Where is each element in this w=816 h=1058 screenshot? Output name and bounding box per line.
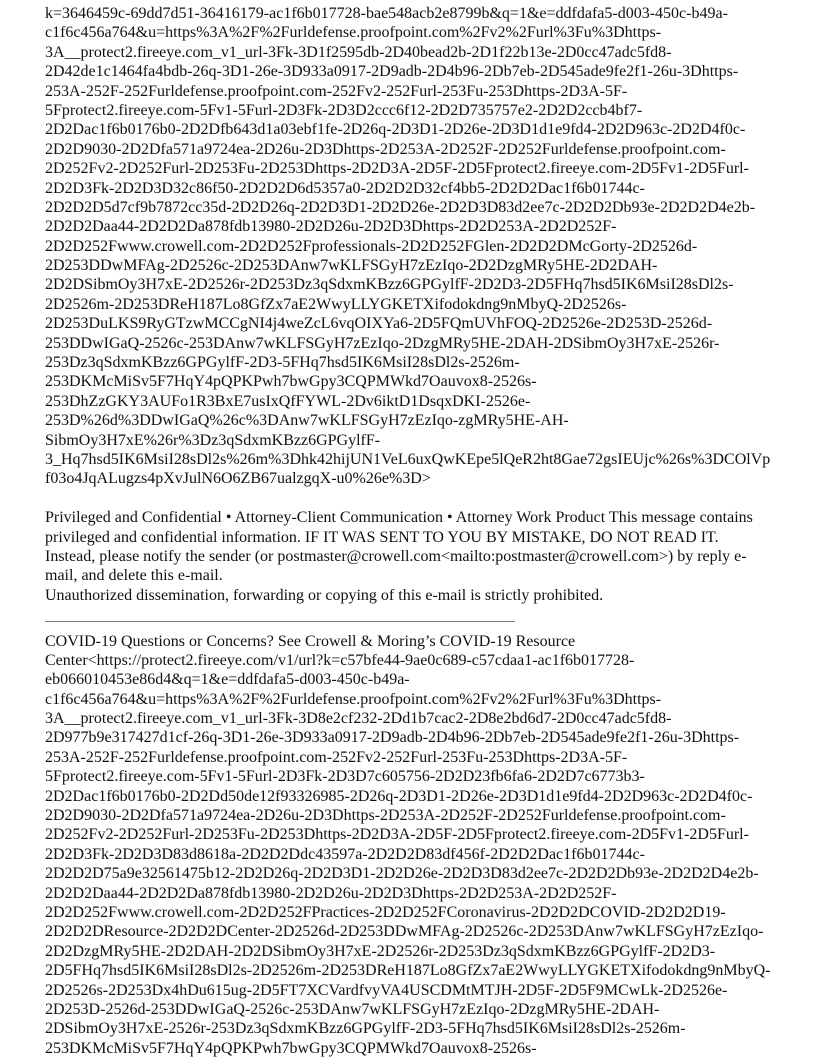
text-line: c1f6c456a764&u=https%3A%2F%2Furldefense.proofpoint.com%2Fv2%2Furl%3Fu%3Dhttps- xyxy=(45,23,805,42)
text-line: 2D2D2Daa44-2D2D2Da878fdb13980-2D2D26u-2D2D3Dhttps-2D2D253A-2D2D252F- xyxy=(45,217,805,236)
text-line: COVID-19 Questions or Concerns? See Crowell & Moring’s COVID-19 Resource xyxy=(45,632,805,651)
text-line: 2D2D3Fk-2D2D3D83d8618a-2D2D2Ddc43597a-2D2D2D83df456f-2D2D2Dac1f6b01744c- xyxy=(45,845,805,864)
disclaimer-line: Instead, please notify the sender (or postmaster@crowell.com<mailto:postmaster@crowell.com>) by reply e- xyxy=(45,547,805,566)
text-line: 3A__protect2.fireeye.com_v1_url-3Fk-3D8e2cf232-2Dd1b7cac2-2D8e2bd6d7-2D0cc47adc5fd8- xyxy=(45,709,805,728)
disclaimer-line: mail, and delete this e-mail. xyxy=(45,566,805,585)
text-line: f03o4JqALugzs4pXvJulN6O6ZB67ualzgqX-u0%26e%3D> xyxy=(45,469,805,488)
text-line: 2D2DSibmOy3H7xE-2D2526r-2D253Dz3qSdxmKBzz6GPGylfF-2D2D3-2D5FHq7hsd5IK6MsiI28sDl2s- xyxy=(45,275,805,294)
text-line: 3A__protect2.fireeye.com_v1_url-3Fk-3D1f2595db-2D40bead2b-2D1f22b13e-2D0cc47adc5fd8- xyxy=(45,43,805,62)
text-line: 5Fprotect2.fireeye.com-5Fv1-5Furl-2D3Fk-2D3D7c605756-2D2D23fb6fa6-2D2D7c6773b3- xyxy=(45,767,805,786)
text-line: 2D2D2D75a9e32561475b12-2D2D26q-2D2D3D1-2D2D26e-2D2D3D83d2ee7c-2D2D2Db93e-2D2D2D4e2b- xyxy=(45,864,805,883)
email-document-page xyxy=(45,4,805,1058)
text-line: 2D2D252Fwww.crowell.com-2D2D252Fprofessionals-2D2D252FGlen-2D2D2DMcGorty-2D2526d- xyxy=(45,237,805,256)
text-line: 2D2D9030-2D2Dfa571a9724ea-2D26u-2D3Dhttps-2D253A-2D252F-2D252Furldefense.proofpoint.com- xyxy=(45,806,805,825)
text-line: 2DSibmOy3H7xE-2526r-253Dz3qSdxmKBzz6GPGylfF-2D3-5FHq7hsd5IK6MsiI28sDl2s-2526m- xyxy=(45,1019,805,1038)
text-line: 2D2526m-2D253DReH187Lo8GfZx7aE2WwyLLYGKETXifodokdng9nMbyQ-2D2526s- xyxy=(45,295,805,314)
covid-resource-notice xyxy=(45,632,805,1058)
text-line: 2D252Fv2-2D252Furl-2D253Fu-2D253Dhttps-2D2D3A-2D5F-2D5Fprotect2.fireeye.com-2D5Fv1-2D5Furl- xyxy=(45,159,805,178)
text-line: 2D2D2D5d7cf9b7872cc35d-2D2D26q-2D2D3D1-2D2D26e-2D2D3D83d2ee7c-2D2D2Db93e-2D2D2D4e2b- xyxy=(45,198,805,217)
text-line: 2D253DDwMFAg-2D2526c-2D253DAnw7wKLFSGyH7zEzIqo-2D2DzgMRy5HE-2D2DAH- xyxy=(45,256,805,275)
text-line: 5Fprotect2.fireeye.com-5Fv1-5Furl-2D3Fk-2D3D2ccc6f12-2D2D735757e2-2D2D2ccb4bf7- xyxy=(45,101,805,120)
text-line: eb066010453e86d4&q=1&e=ddfdafa5-d003-450c-b49a- xyxy=(45,670,805,689)
text-line: 2D2D252Fwww.crowell.com-2D2D252FPractices-2D2D252FCoronavirus-2D2D2DCOVID-2D2D2D19- xyxy=(45,903,805,922)
signature-divider xyxy=(45,621,515,622)
text-line: 2D2D9030-2D2Dfa571a9724ea-2D26u-2D3Dhttps-2D253A-2D252F-2D252Furldefense.proofpoint.com- xyxy=(45,140,805,159)
text-line: 2D252Fv2-2D252Furl-2D253Fu-2D253Dhttps-2D2D3A-2D5F-2D5Fprotect2.fireeye.com-2D5Fv1-2D5Furl- xyxy=(45,825,805,844)
text-line: 2D2D2DResource-2D2D2DCenter-2D2526d-2D253DDwMFAg-2D2526c-2D253DAnw7wKLFSGyH7zEzIqo- xyxy=(45,922,805,941)
text-line: k=3646459c-69dd7d51-36416179-ac1f6b017728-bae548acb2e8799b&q=1&e=ddfdafa5-d003-450c-b49a- xyxy=(45,4,805,23)
text-line: 2D5FHq7hsd5IK6MsiI28sDl2s-2D2526m-2D253DReH187Lo8GfZx7aE2WwyLLYGKETXifodokdng9nMbyQ- xyxy=(45,961,805,980)
text-line: 3_Hq7hsd5IK6MsiI28sDl2s%26m%3Dhk42hijUN1VeL6uxQwKEpe5lQeR2ht8Gae72gsIEUjc%26s%3DCOlVp xyxy=(45,450,805,469)
text-line: 253DKMcMiSv5F7HqY4pQPKPwh7bwGpy3CQPMWkd7Oauvox8-2526s- xyxy=(45,1039,805,1058)
text-line: 253A-252F-252Furldefense.proofpoint.com-252Fv2-252Furl-253Fu-253Dhttps-2D3A-5F- xyxy=(45,748,805,767)
text-line: SibmOy3H7xE%26r%3Dz3qSdxmKBzz6GPGylfF- xyxy=(45,431,805,450)
text-line: 253DhZzGKY3AUFo1R3BxE7usIxQfFYWL-2Dv6iktD1DsqxDKI-2526e- xyxy=(45,392,805,411)
text-line: 253D%26d%3DDwIGaQ%26c%3DAnw7wKLFSGyH7zEzIqo-zgMRy5HE-AH- xyxy=(45,411,805,430)
text-line: Center<https://protect2.fireeye.com/v1/url?k=c57bfe44-9ae0c689-c57cdaa1-ac1f6b017728- xyxy=(45,651,805,670)
text-line: 253DDwIGaQ-2526c-253DAnw7wKLFSGyH7zEzIqo-2DzgMRy5HE-2DAH-2DSibmOy3H7xE-2526r- xyxy=(45,334,805,353)
text-line: 2D2Dac1f6b0176b0-2D2Dfb643d1a03ebf1fe-2D26q-2D3D1-2D26e-2D3D1d1e9fd4-2D2D963c-2D2D4f0c- xyxy=(45,120,805,139)
text-line: 2D253DuLKS9RyGTzwMCCgNI4j4weZcL6vqOIXYa6-2D5FQmUVhFOQ-2D2526e-2D253D-2526d- xyxy=(45,314,805,333)
disclaimer-line: Unauthorized dissemination, forwarding or copying of this e-mail is strictly prohibited. xyxy=(45,586,805,605)
text-line: 2D2D2Daa44-2D2D2Da878fdb13980-2D2D26u-2D2D3Dhttps-2D2D253A-2D2D252F- xyxy=(45,884,805,903)
blank-line xyxy=(45,489,805,508)
text-line: 2D2DzgMRy5HE-2D2DAH-2D2DSibmOy3H7xE-2D2526r-2D253Dz3qSdxmKBzz6GPGylfF-2D2D3- xyxy=(45,942,805,961)
text-line: 253A-252F-252Furldefense.proofpoint.com-252Fv2-252Furl-253Fu-253Dhttps-2D3A-5F- xyxy=(45,82,805,101)
text-line: 2D2526s-2D253Dx4hDu615ug-2D5FT7XCVardfvyVA4USCDMtMTJH-2D5F-2D5F9MCwLk-2D2526e- xyxy=(45,981,805,1000)
text-line: 2D253D-2526d-253DDwIGaQ-2526c-253DAnw7wKLFSGyH7zEzIqo-2DzgMRy5HE-2DAH- xyxy=(45,1000,805,1019)
text-line: 2D2Dac1f6b0176b0-2D2Dd50de12f93326985-2D26q-2D3D1-2D26e-2D3D1d1e9fd4-2D2D963c-2D2D4f0c- xyxy=(45,787,805,806)
disclaimer-line: privileged and confidential information. IF IT WAS SENT TO YOU BY MISTAKE, DO NOT READ IT. xyxy=(45,528,805,547)
text-line: 253Dz3qSdxmKBzz6GPGylfF-2D3-5FHq7hsd5IK6MsiI28sDl2s-2526m- xyxy=(45,353,805,372)
confidentiality-disclaimer xyxy=(45,508,805,605)
blank-line xyxy=(45,605,805,624)
text-line: 2D42de1c1464fa4bdb-26q-3D1-26e-3D933a0917-2D9adb-2D4b96-2Db7eb-2D545ade9fe2f1-26u-3Dhttps- xyxy=(45,62,805,81)
url-defense-link-block xyxy=(45,4,805,489)
text-line: 253DKMcMiSv5F7HqY4pQPKPwh7bwGpy3CQPMWkd7Oauvox8-2526s- xyxy=(45,372,805,391)
disclaimer-line: Privileged and Confidential • Attorney-Client Communication • Attorney Work Product This message contains xyxy=(45,508,805,527)
text-line: c1f6c456a764&u=https%3A%2F%2Furldefense.proofpoint.com%2Fv2%2Furl%3Fu%3Dhttps- xyxy=(45,690,805,709)
text-line: 2D2D3Fk-2D2D3D32c86f50-2D2D2D6d5357a0-2D2D2D32cf4bb5-2D2D2Dac1f6b01744c- xyxy=(45,179,805,198)
text-line: 2D977b9e317427d1cf-26q-3D1-26e-3D933a0917-2D9adb-2D4b96-2Db7eb-2D545ade9fe2f1-26u-3Dhttps- xyxy=(45,728,805,747)
